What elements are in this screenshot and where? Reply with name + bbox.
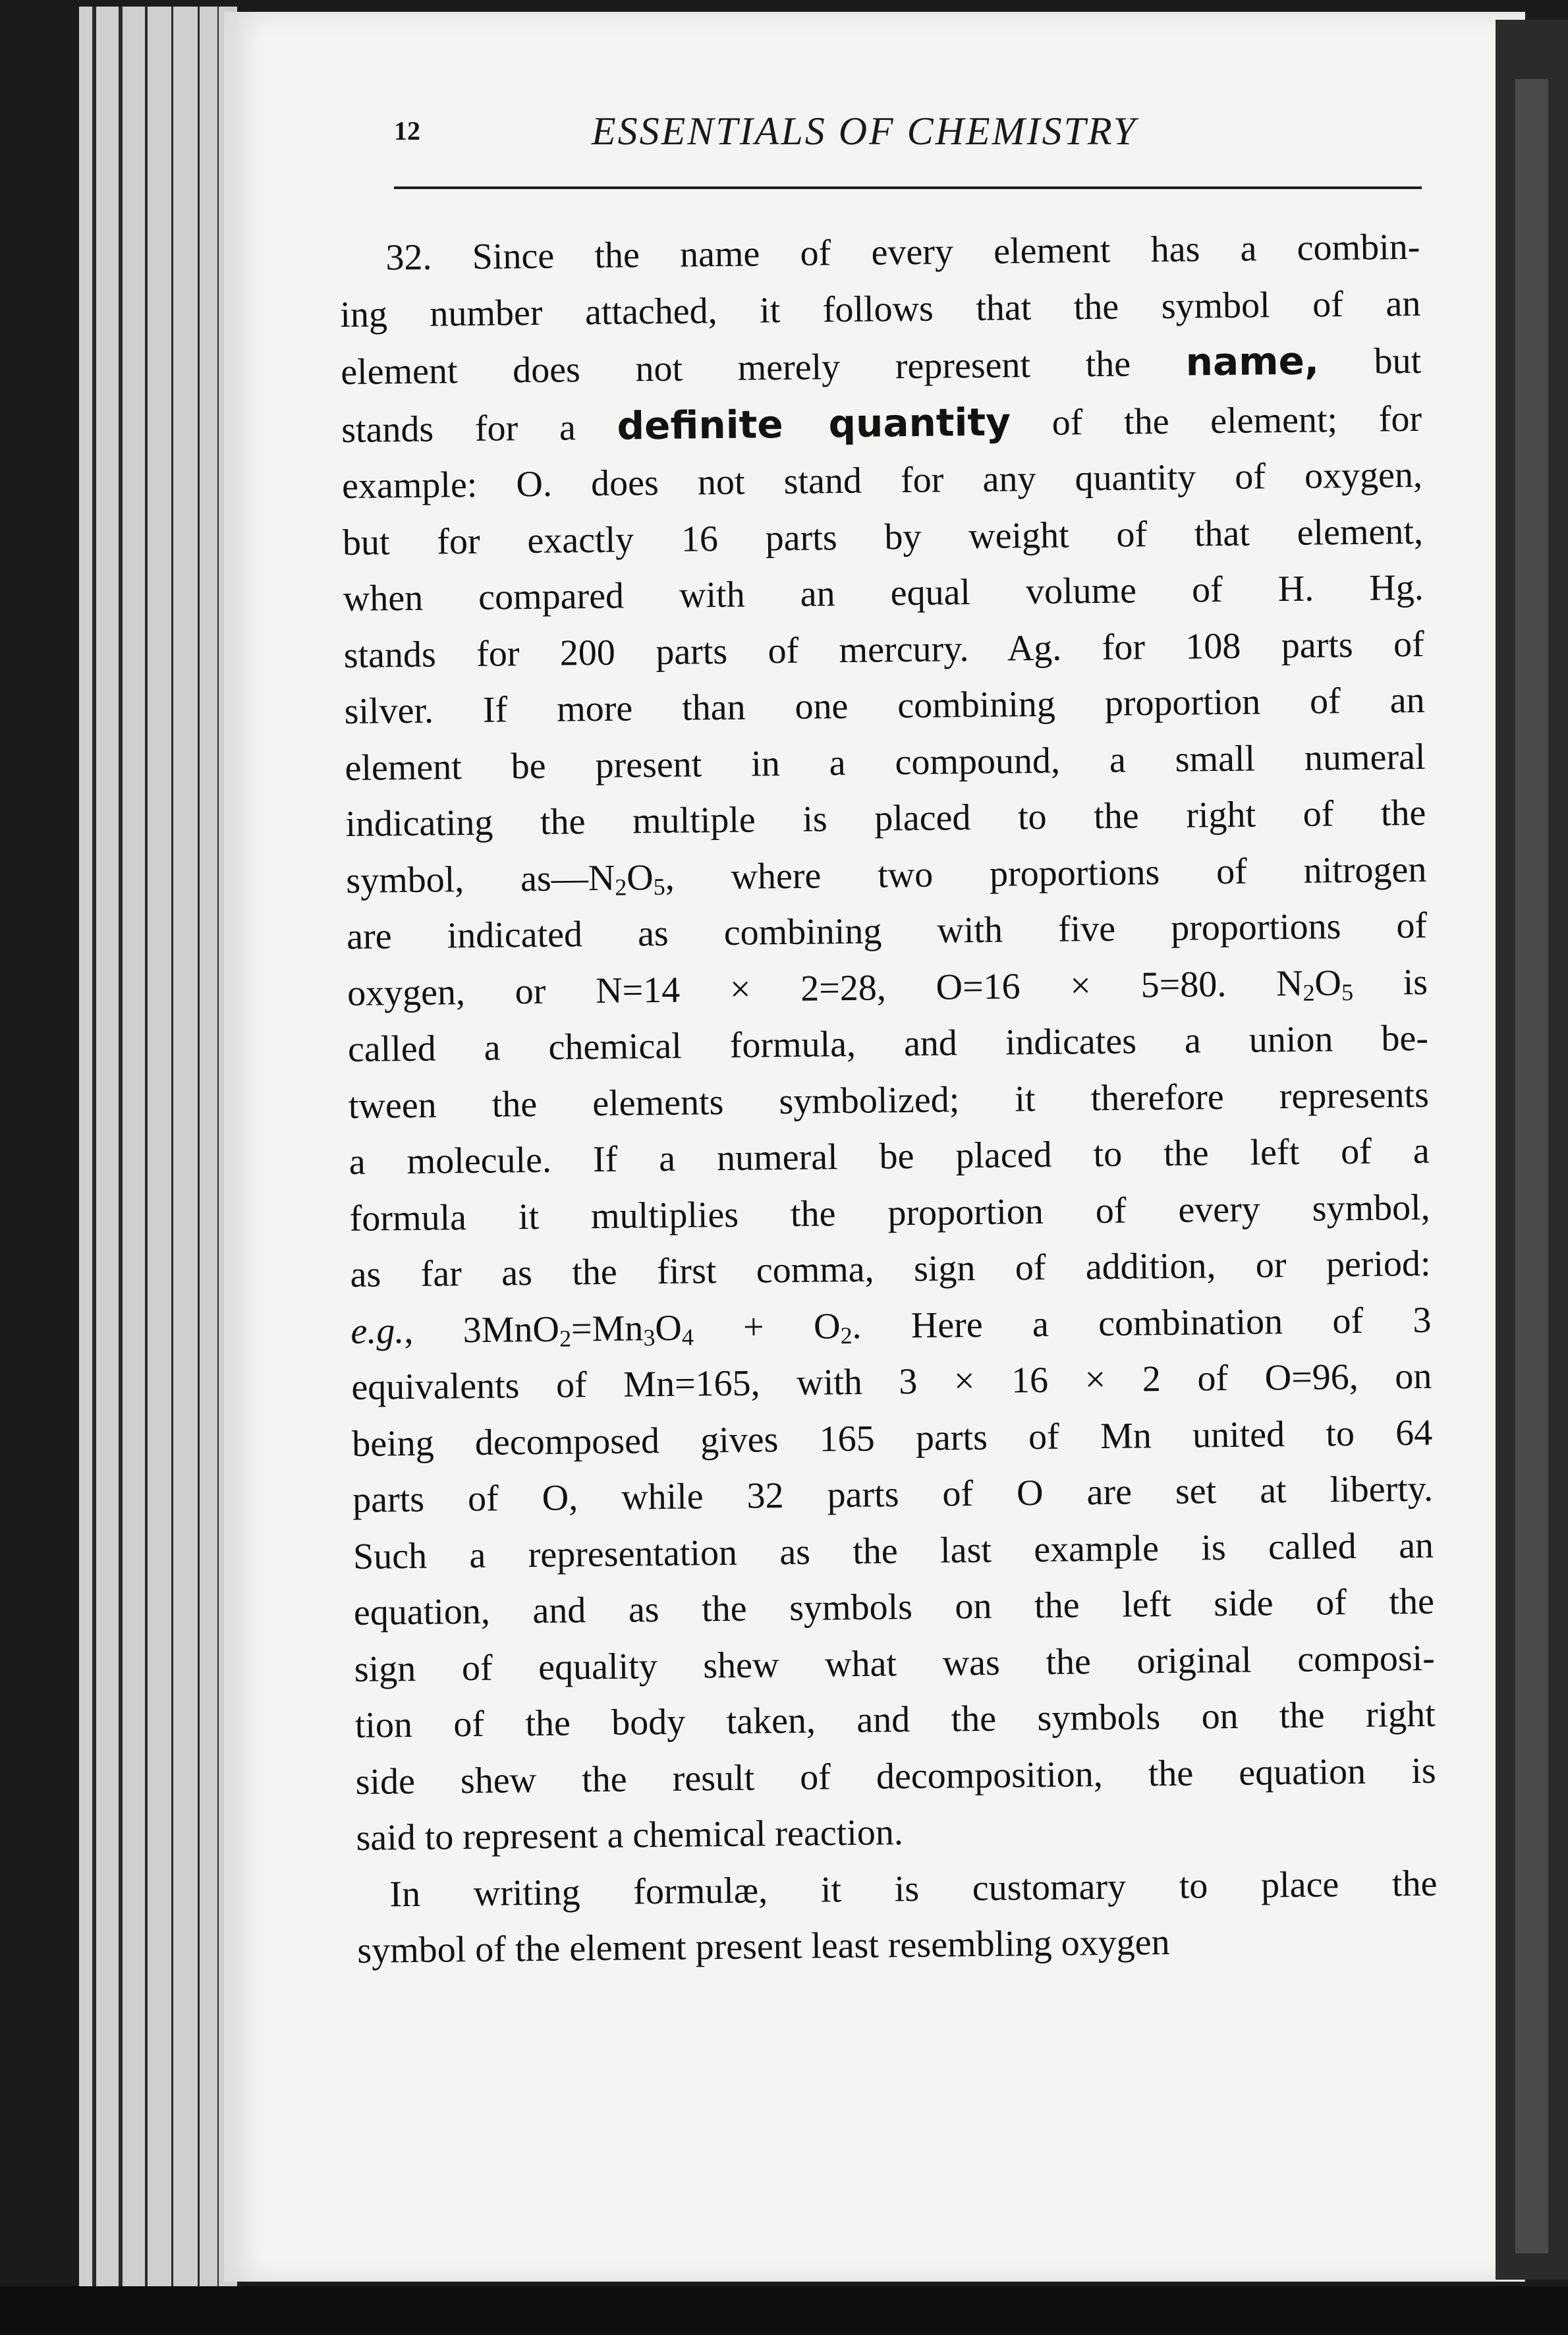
text-line: said to represent a chemical reaction. <box>356 1812 904 1859</box>
text-line: indicating the multiple is placed to the right of the <box>345 792 1426 845</box>
emphasis-name: name, <box>1185 338 1320 385</box>
text-line: silver. If more than one combining proportion of an <box>344 679 1425 732</box>
text-line: as far as the first comma, sign of addition, or period: <box>350 1243 1431 1295</box>
bottom-scan-edge <box>0 2286 1568 2335</box>
text-line: example: O. does not stand for any quantity of oxygen, <box>341 454 1423 507</box>
text-line: stands for 200 parts of mercury. Ag. for 108 parts of <box>343 623 1424 676</box>
page-edge-line <box>145 7 148 2286</box>
text-line: stands for a definite quantity of the element; for <box>341 398 1422 451</box>
page-edge-line <box>198 7 200 2286</box>
header-rule <box>394 186 1422 189</box>
page-header <box>394 109 1422 168</box>
emphasis-definite-quantity: definite quantity <box>617 399 1011 449</box>
text-line: tween the elements symbolized; it therefore represents <box>348 1074 1430 1127</box>
text-line: side shew the result of decomposition, the equation is <box>355 1750 1436 1803</box>
text-line: symbol, $as—N_2O_5$, where two proportions of nitrogen <box>346 849 1427 901</box>
text-line: equivalents of Mn=165, with 3 × 16 × 2 of O=96, on <box>351 1355 1432 1408</box>
text-line: element be present in a compound, a small numeral <box>345 736 1426 789</box>
running-title: ESSENTIALS OF CHEMISTRY <box>592 109 1137 153</box>
text-line: but for exactly 16 parts by weight of that element, <box>342 511 1424 563</box>
text-line: oxygen, or N=14 × 2=28, O=16 × 5=80. $N_2O_5$ is <box>347 961 1428 1014</box>
page-edge-line <box>217 7 219 2286</box>
right-binding-edge <box>1515 79 1548 2253</box>
text-line: ing number attached, it follows that the symbol of an <box>340 283 1421 335</box>
page-edge-line <box>171 7 173 2286</box>
text-line: symbol of the element present least resembling oxygen <box>357 1921 1170 1971</box>
page-edge-line <box>119 7 123 2286</box>
text-line: are indicated as combining with five proportions of <box>346 905 1428 957</box>
text-line: sign of equality shew what was the original composi- <box>354 1637 1436 1690</box>
page-number: 12 <box>394 116 420 146</box>
text-line: equation, and as the symbols on the left side of the <box>353 1581 1435 1633</box>
text-line: Such a representation as the last example is called an <box>352 1525 1434 1577</box>
text-line: when compared with an equal volume of H. Hg. <box>343 567 1424 619</box>
text-line: a molecule. If a numeral be placed to the left of a <box>349 1130 1430 1183</box>
text-line: parts of O, while 32 parts of O are set at liberty. <box>352 1468 1434 1521</box>
text-line: 32. Since the name of every element has a combin- <box>385 226 1420 279</box>
page-edge-line <box>92 7 96 2286</box>
text-line: called a chemical formula, and indicates a union be- <box>347 1017 1429 1070</box>
text-line: e.g., $3MnO_2=Mn_3O_4 + O_2$. Here a combination of 3 <box>350 1299 1432 1352</box>
body-text <box>339 219 1438 1980</box>
text-line: In writing formulæ, it is customary to place the <box>389 1863 1438 1915</box>
text-line: tion of the body taken, and the symbols on the right <box>354 1693 1436 1746</box>
page-stack-edge <box>79 7 237 2286</box>
text-line: being decomposed gives 165 parts of Mn united to 64 <box>351 1412 1433 1465</box>
text-line: formula it multiplies the proportion of every symbol, <box>349 1187 1430 1239</box>
text-line: element does not merely represent the name, but <box>340 338 1422 393</box>
